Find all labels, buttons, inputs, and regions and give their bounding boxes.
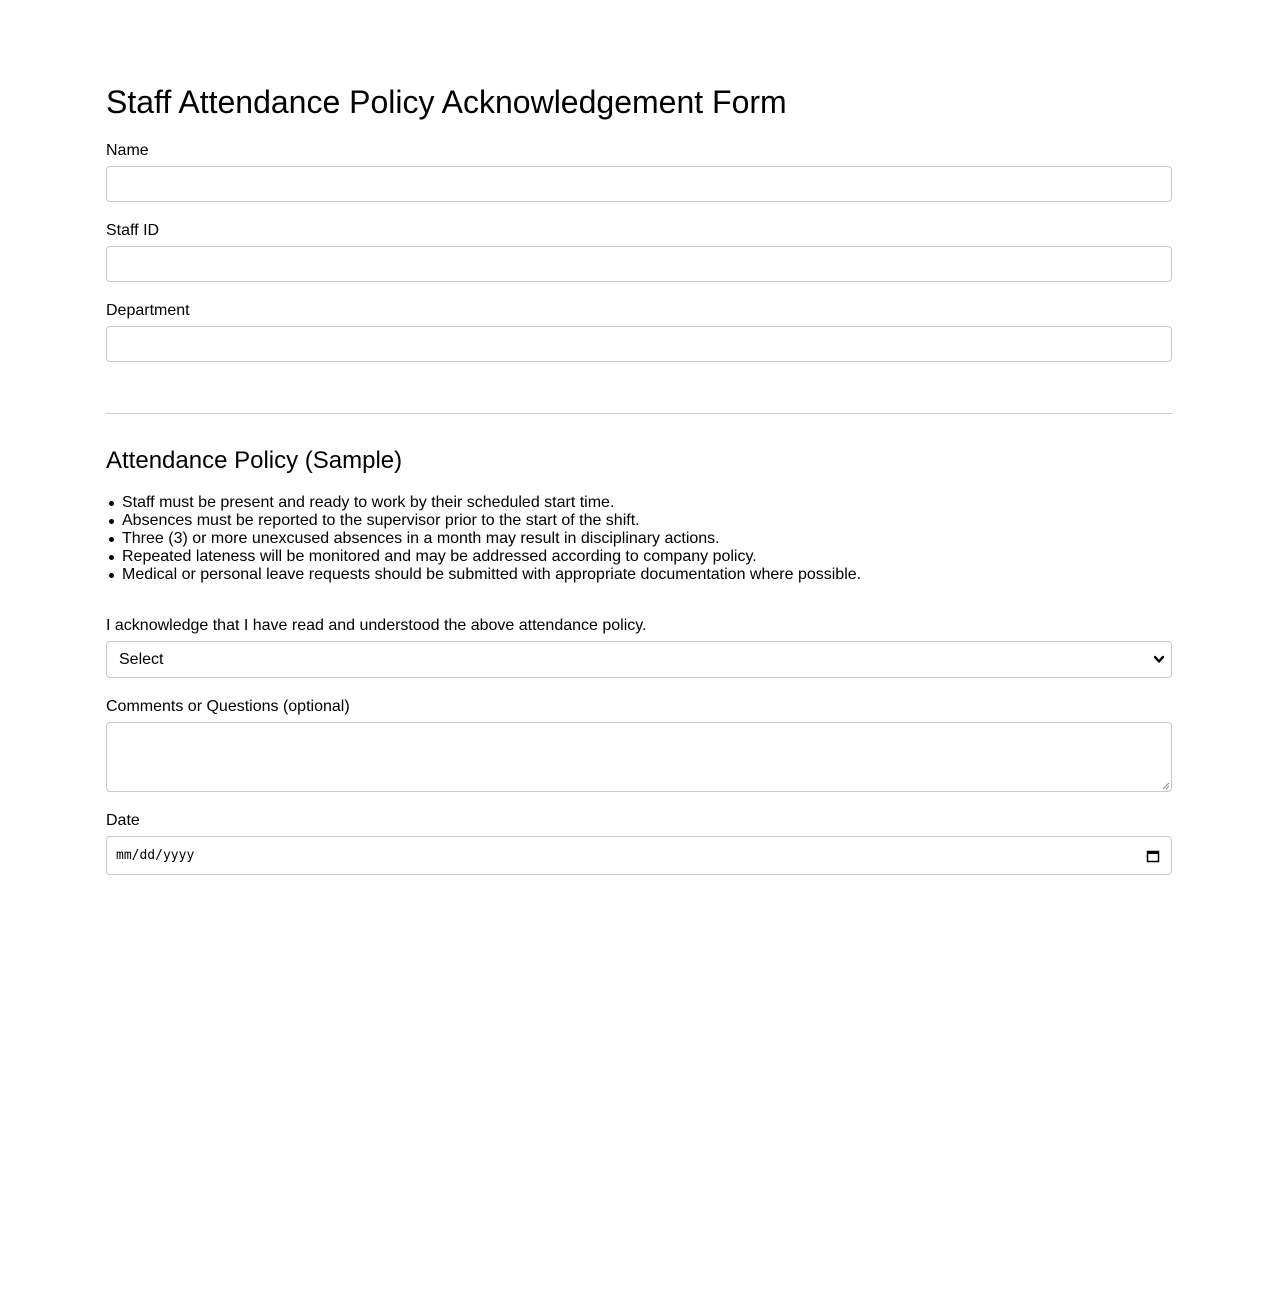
chevron-down-icon [1153,655,1165,665]
policy-heading: Attendance Policy (Sample) [106,447,403,474]
page-title: Staff Attendance Policy Acknowledgement Form [106,84,787,120]
policy-item: Repeated lateness will be monitored and may be addressed according to company policy. [122,548,861,566]
staff-id-input[interactable] [106,246,1172,282]
comments-label: Comments or Questions (optional) [106,698,350,715]
policy-item: Staff must be present and ready to work by their scheduled start time. [122,494,861,512]
date-label: Date [106,812,140,829]
policy-item: Absences must be reported to the supervisor prior to the start of the shift. [122,512,861,530]
department-label: Department [106,302,190,319]
section-divider [106,413,1172,414]
department-input[interactable] [106,326,1172,362]
calendar-icon[interactable] [1146,849,1160,863]
date-placeholder: mm/dd/yyyy [116,848,195,863]
acknowledgement-selected-value: Select [119,651,164,668]
policy-item: Three (3) or more unexcused absences in a month may result in disciplinary actions. [122,530,861,548]
staff-id-label: Staff ID [106,222,160,239]
resize-handle-icon[interactable] [1161,781,1170,790]
policy-list [106,494,861,584]
acknowledgement-select[interactable] [106,641,1172,678]
policy-item: Medical or personal leave requests should be submitted with appropriate documentation where possible. [122,566,862,583]
acknowledgement-label: I acknowledge that I have read and understood the above attendance policy. [106,617,647,634]
name-label: Name [106,142,149,159]
date-input[interactable] [106,836,1172,875]
comments-textarea[interactable] [106,722,1172,792]
name-input[interactable] [106,166,1172,202]
